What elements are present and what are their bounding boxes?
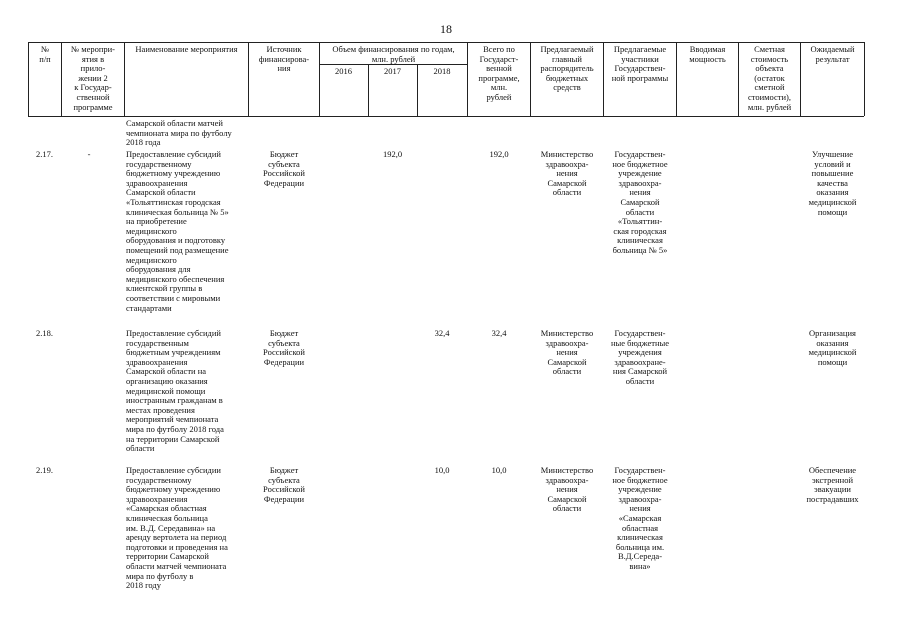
header-volume: Объем финансирования по годам, млн. рублей bbox=[332, 44, 455, 64]
row-total: 10,0 bbox=[491, 465, 507, 475]
row-result: Обеспечение экстренной эвакуации пострадавших bbox=[806, 465, 859, 504]
row-manager: Министерство здравоохра- нения Самарской области bbox=[540, 149, 594, 198]
header-year-2017: 2017 bbox=[384, 66, 401, 76]
header-prog-num: № меропри- ятия в прило- жении 2 к Государ- ственной программе bbox=[70, 44, 116, 112]
header-manager: Предлагаемый главный распорядитель бюджетных средств bbox=[540, 44, 594, 93]
row-source: Бюджет субъекта Российской Федерации bbox=[263, 149, 305, 188]
row-participants: Государствен- ное бюджетное учреждение здравоохра- нения Самарской области «Тольяттин- ская городская клиническая больница № 5» bbox=[612, 149, 668, 255]
row-year-2018: 32,4 bbox=[434, 328, 450, 338]
header-year-2016: 2016 bbox=[335, 66, 352, 76]
page-number: 18 bbox=[440, 22, 452, 36]
row-name: Предоставление субсидии государственному бюджетному учреждению здравоохранения «Самарская областная клиническая больница им. В.Д. Середавина» на аренду вертолета на период подготовки и проведения на территории Самарской области матчей чемпионата мира по футболу в 2018 году bbox=[126, 465, 228, 591]
row-num: 2.18. bbox=[36, 328, 53, 338]
row-result: Организация оказания медицинской помощи bbox=[808, 328, 857, 367]
row-source: Бюджет субъекта Российской Федерации bbox=[263, 328, 305, 367]
row-total: 192,0 bbox=[489, 149, 509, 159]
header-year-2018: 2018 bbox=[433, 66, 451, 76]
row-name: Предоставление субсидий государственному бюджетному учреждению здравоохранения Самарской области «Тольяттинская городская клиническая больница № 5» на приобретение медицинского оборудования и подготовку помещений под размещение медицинского оборудования для медицинского обеспечения клиентской группы в соответствии с мировыми стандартами bbox=[126, 149, 229, 313]
row-manager: Министерство здравоохра- нения Самарской области bbox=[540, 465, 594, 514]
row-prog-num: - bbox=[87, 149, 91, 159]
row-num: 2.17. bbox=[36, 149, 53, 159]
row-num: 2.19. bbox=[36, 465, 53, 475]
row-participants: Государствен- ное бюджетное учреждение здравоохра- нения «Самарская областная клиническая больница им. В.Д.Середа- вина» bbox=[612, 465, 668, 571]
header-result: Ожидаемый результат bbox=[810, 44, 855, 64]
row-manager: Министерство здравоохра- нения Самарской области bbox=[540, 328, 594, 377]
row-year-2018: 10,0 bbox=[434, 465, 450, 475]
row-year-2017: 192,0 bbox=[382, 149, 403, 159]
row-participants: Государствен- ные бюджетные учреждения здравоохране- ния Самарской области bbox=[610, 328, 669, 386]
col-border bbox=[864, 42, 865, 116]
header-cost: Сметная стоимость объекта (остаток сметной стоимости), млн. рублей bbox=[747, 44, 792, 112]
header-name: Наименование мероприятия bbox=[135, 44, 238, 54]
row-name: Предоставление субсидий государственным бюджетным учреждениям здравоохранения Самарской области на организацию оказания медицинской помощи иностранным гражданам в местах проведения мероприятий чемпионата мира по футболу 2018 года на территории Самарской области bbox=[126, 328, 224, 454]
header-source: Источник финансирова- ния bbox=[258, 44, 310, 74]
header-num: № п/п bbox=[39, 44, 51, 64]
carryover-text: Самарской области матчей чемпионата мира по футболу 2018 года bbox=[126, 118, 232, 148]
row-total: 32,4 bbox=[491, 328, 507, 338]
header-bottom-border bbox=[28, 116, 864, 117]
row-result: Улучшение условий и повышение качества оказания медицинской помощи bbox=[808, 149, 857, 217]
header-capacity: Вводимая мощность bbox=[689, 44, 726, 64]
header-total: Всего по Государст- венной программе, млн. рублей bbox=[478, 44, 520, 102]
row-source: Бюджет субъекта Российской Федерации bbox=[263, 465, 305, 504]
header-participants: Предлагаемые участники Государствен- ной программы bbox=[611, 44, 669, 83]
